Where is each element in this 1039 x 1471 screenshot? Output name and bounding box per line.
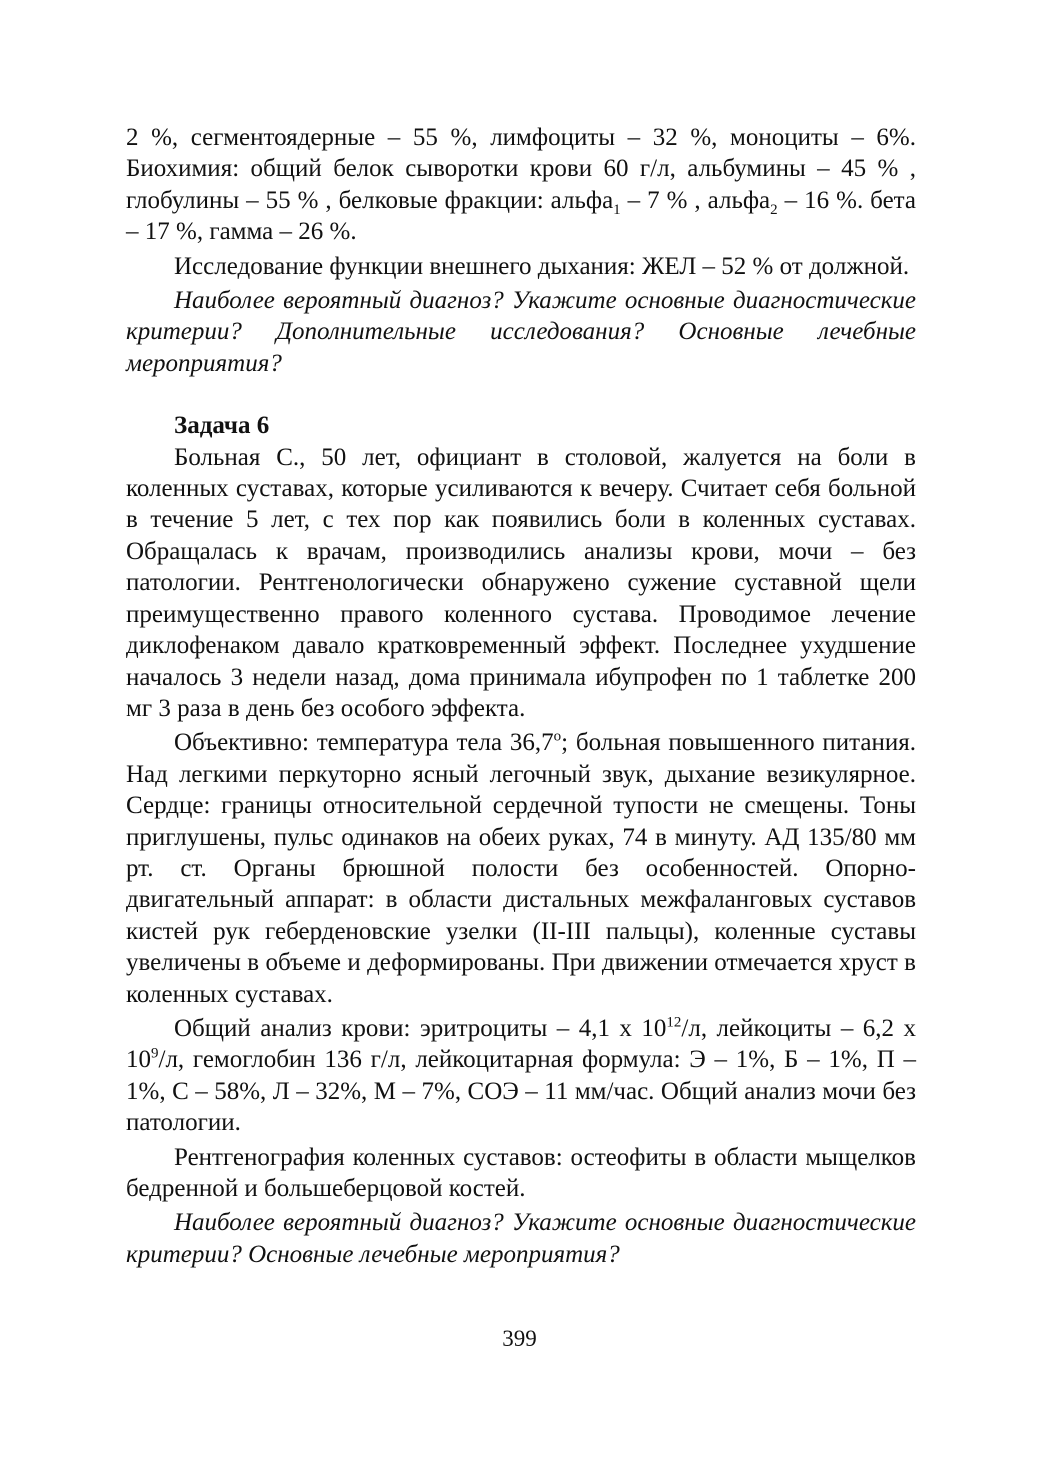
- document-page: [126, 122, 916, 1270]
- question-task-5: Наиболее вероятный диагноз? Укажите основные диагностические критерии? Дополнительные исследования? Основные лечебные мероприятия?: [126, 287, 916, 377]
- page-number: 399: [502, 1326, 537, 1351]
- text-run: – 16 %. бета – 17 %, гамма – 26 %.: [126, 186, 916, 246]
- paragraph-respiratory-function: Исследование функции внешнего дыхания: ЖЕЛ – 52 % от должной.: [174, 252, 910, 280]
- task-heading: Задача 6: [174, 412, 270, 440]
- paragraph-lab-results: [126, 122, 916, 248]
- paragraph-patient-history: Больная С., 50 лет, официант в столовой, жалуется на боли в коленных суставах, которые усиливаются к вечеру. Считает себя больной в течение 5 лет, с тех пор как появились боли в коленных суставах. Обращалась к врачам, производились анализы крови, мочи – без патологии. Рентгенологически обнаружено сужение суставной щели преимущественно правого коленного сустава. Проводимое лечение диклофенаком давало кратковременный эффект. Последнее ухудшение началось 3 недели назад, дома принимала ибупрофен по 1 таблетке 200 мг 3 раза в день без особого эффекта.: [126, 443, 916, 722]
- text-run: – 7 % , альфа: [620, 186, 771, 214]
- superscript: о: [553, 728, 562, 745]
- text-run: ; больная повышенного питания. Над легкими перкуторно ясный легочный звук, дыхание везикулярное. Сердце: границы относительной сердечной тупости не смещены. Тоны приглушены, пульс одинаков на обеих руках, 74 в минуту. АД 135/80 мм рт. ст. Органы брюшной полости без особенностей. Опорно-двигательный аппарат: в области дистальных межфаланговых суставов кистей рук геберденовские узелки (II-III пальцы), коленные суставы увеличены в объеме и деформированы. При движении отмечается хруст в коленных суставах.: [126, 729, 916, 1008]
- text-run: /л, лейкоциты – 6,2 х 10: [126, 1014, 916, 1074]
- text-run: /л, гемоглобин 136 г/л, лейкоцитарная формула: Э – 1%, Б – 1%, П – 1%, С – 58%, Л – 32%, М – 7%, СОЭ – 11 мм/час. Общий анализ мочи без патологии.: [126, 1046, 916, 1137]
- paragraph-xray: Рентгенография коленных суставов: остеофиты в области мыщелков бедренной и большеберцовой костей.: [126, 1143, 916, 1202]
- text-run: 2 %, сегментоядерные – 55 %, лимфоциты – 32 %, моноциты – 6%. Биохимия: общий белок сыворотки крови 60 г/л, альбумины – 45 % , глобулины – 55 % , белковые фракции: альфа: [126, 124, 916, 214]
- superscript: 9: [151, 1046, 159, 1063]
- text-run: Объективно: температура тела 36,7: [174, 729, 554, 757]
- question-task-6: Наиболее вероятный диагноз? Укажите основные диагностические критерии? Основные лечебные мероприятия?: [126, 1209, 916, 1268]
- paragraph-blood-test: [126, 1013, 916, 1139]
- subscript: 1: [613, 201, 621, 218]
- text-run: Общий анализ крови: эритроциты – 4,1 х 10: [174, 1014, 667, 1042]
- superscript: 12: [666, 1014, 682, 1031]
- paragraph-objective-exam: [126, 727, 916, 1010]
- subscript: 2: [770, 201, 778, 218]
